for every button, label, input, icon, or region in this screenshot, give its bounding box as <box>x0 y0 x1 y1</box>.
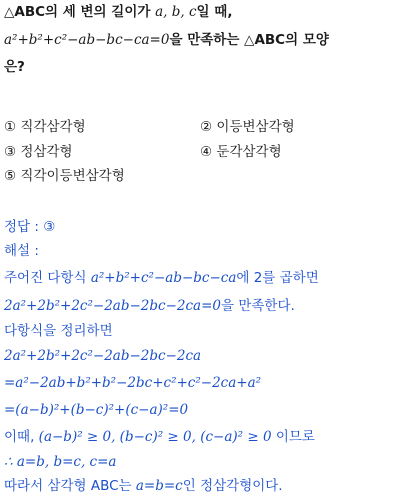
option-number: ③ <box>4 144 17 160</box>
option-number: ① <box>4 119 17 135</box>
step-math: a²+b²+c²−ab−bc−ca <box>90 270 237 286</box>
explanation-step-3 <box>4 321 113 341</box>
option-3[interactable] <box>4 142 73 162</box>
step-math: (a−b)² ≥ 0, (b−c)² ≥ 0, (c−a)² ≥ 0 <box>38 429 272 445</box>
answer-value: ③ <box>43 219 56 235</box>
explanation-step-2 <box>4 296 295 316</box>
option-number: ② <box>200 119 213 135</box>
question-equation: a²+b²+c²−ab−bc−ca=0 <box>4 32 170 48</box>
explanation-label <box>4 241 39 261</box>
step-math: 2a²+2b²+2c²−2ab−2bc−2ca=0 <box>4 298 221 314</box>
step-math: 2a²+2b²+2c²−2ab−2bc−2ca <box>4 348 202 364</box>
step-text: 이므로 <box>271 429 315 445</box>
question-ending: 은? <box>4 59 25 75</box>
question-line-1 <box>4 2 232 22</box>
option-2[interactable] <box>200 117 295 137</box>
option-text: 직각이등변삼각형 <box>20 168 125 184</box>
step-text: 이때, <box>4 429 39 445</box>
step-math: =a²−2ab+b²+b²−2bc+c²+c²−2ca+a² <box>4 375 262 391</box>
explanation-label-text: 해설 : <box>4 243 39 259</box>
explanation-step-9 <box>4 476 283 496</box>
question-condition: 을 만족하는 △ABC의 모양 <box>169 32 329 48</box>
explanation-step-6 <box>4 400 188 420</box>
option-5[interactable] <box>4 166 125 186</box>
explanation-step-8 <box>4 452 116 472</box>
option-number: ⑤ <box>4 168 17 184</box>
explanation-step-1 <box>4 268 319 288</box>
answer-line <box>4 217 55 237</box>
step-text: 다항식을 정리하면 <box>4 323 113 339</box>
option-1[interactable] <box>4 117 86 137</box>
option-text: 둔각삼각형 <box>216 144 282 160</box>
step-text: 따라서 삼각형 ABC는 <box>4 478 136 494</box>
step-text: 에 2를 곱하면 <box>236 270 319 286</box>
option-text: 이등변삼각형 <box>216 119 295 135</box>
question-prefix: △ABC의 세 변의 길이가 <box>4 4 156 20</box>
question-line-3 <box>4 57 25 77</box>
option-4[interactable] <box>200 142 282 162</box>
step-math: a=b=c <box>135 478 183 494</box>
explanation-step-7 <box>4 427 315 447</box>
question-vars: a, b, c <box>155 4 197 20</box>
question-line-2 <box>4 30 329 50</box>
option-number: ④ <box>200 144 213 160</box>
option-text: 직각삼각형 <box>20 119 86 135</box>
explanation-step-4 <box>4 346 201 366</box>
step-text: 인 정삼각형이다. <box>182 478 283 494</box>
answer-label: 정답 : <box>4 219 44 235</box>
step-text: 주어진 다항식 <box>4 270 91 286</box>
option-text: 정삼각형 <box>20 144 73 160</box>
step-text: 을 만족한다. <box>220 298 295 314</box>
question-suffix: 일 때, <box>196 4 233 20</box>
step-math: ∴ a=b, b=c, c=a <box>4 454 117 470</box>
explanation-step-5 <box>4 373 261 393</box>
step-math: =(a−b)²+(b−c)²+(c−a)²=0 <box>4 402 189 418</box>
